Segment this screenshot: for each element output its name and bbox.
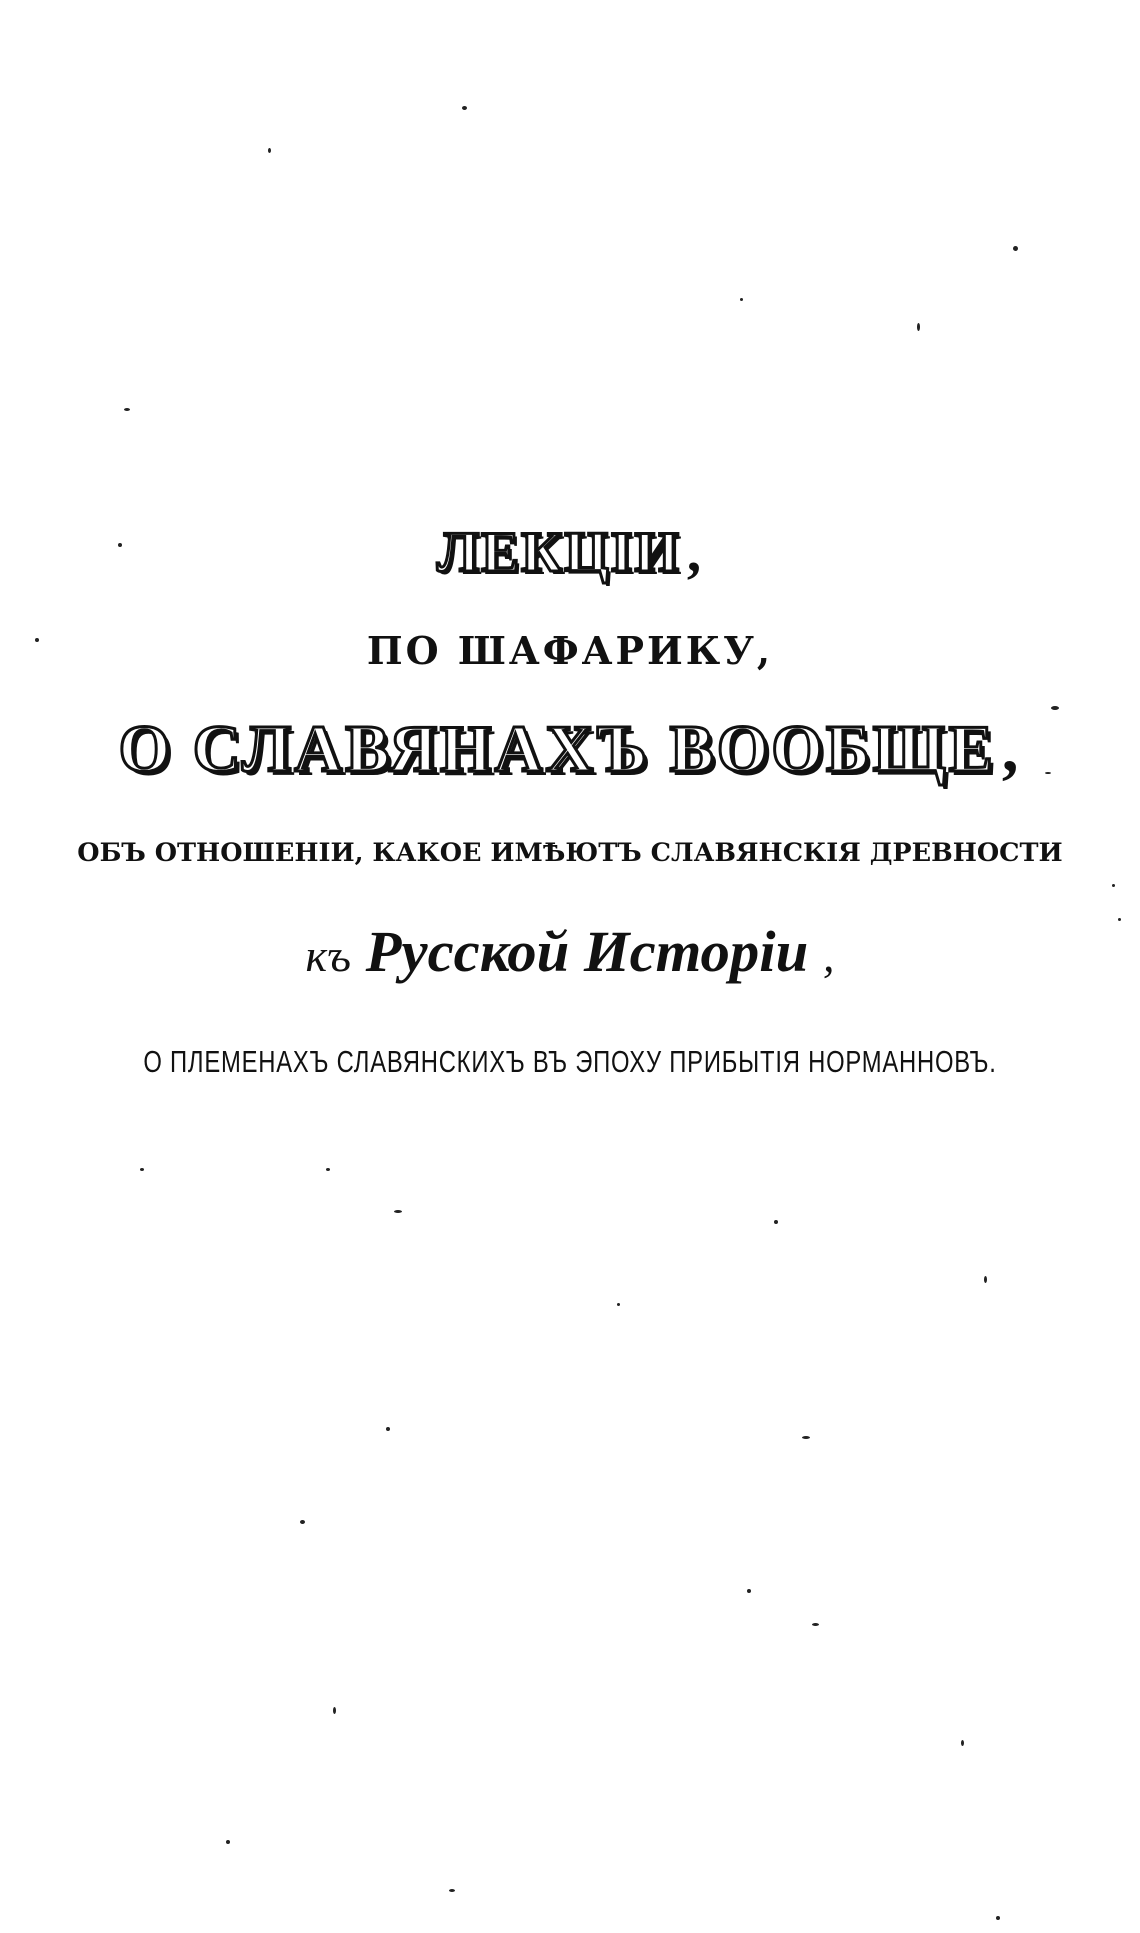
subtitle-russian-history-main: Русской Исторіи [365,919,809,984]
paper-speck [1045,772,1051,774]
paper-speck [333,1707,336,1714]
paper-speck [124,408,130,411]
paper-speck [226,1840,230,1844]
paper-speck [1112,884,1115,887]
paper-speck [35,638,39,642]
paper-speck [1118,918,1121,921]
subtitle-by-shafarik: ПО ШАФАРИКУ, [366,628,774,673]
paper-speck [740,298,743,301]
paper-speck [984,1276,987,1283]
paper-speck [617,1303,620,1306]
paper-speck [386,1427,390,1431]
paper-speck [961,1740,964,1746]
subtitle-about-slavs [0,712,1140,788]
paper-speck [118,543,122,547]
paper-speck [917,323,920,331]
paper-speck [449,1889,455,1892]
paper-speck [462,106,467,110]
paper-speck [300,1520,305,1524]
paper-speck [996,1916,1000,1920]
paper-speck [140,1168,144,1171]
title-lectures [0,520,1140,585]
title-lectures-comma: , [686,521,704,584]
subtitle-about-slavs-comma: , [1001,713,1022,786]
subtitle-russian-history-comma: , [822,930,835,981]
paper-speck [268,148,271,153]
subtitle-slavic-tribes: О ПЛЕМЕНАХЪ СЛАВЯНСКИХЪ ВЪ ЭПОХУ ПРИБЫТІЯ НОРМАННОВЪ. [143,1045,997,1079]
paper-speck [394,1210,402,1213]
paper-speck [747,1589,751,1593]
paper-speck [802,1436,810,1439]
subtitle-relation-antiquities: ОБЪ ОТНОШЕНІИ, КАКОЕ ИМѢЮТЪ СЛАВЯНСКІЯ ДРЕВНОСТИ [77,838,1063,868]
title-lectures-text: ЛЕКЦІИ [436,521,681,584]
subtitle-russian-history [0,918,1140,985]
paper-speck [326,1168,330,1171]
paper-speck [774,1220,778,1224]
subtitle-russian-history-prefix: къ [305,930,351,981]
subtitle-about-slavs-text: О СЛАВЯНАХЪ ВООБЩЕ [118,713,996,786]
paper-speck [1013,246,1018,251]
paper-speck [812,1623,819,1626]
paper-speck [1051,706,1059,710]
